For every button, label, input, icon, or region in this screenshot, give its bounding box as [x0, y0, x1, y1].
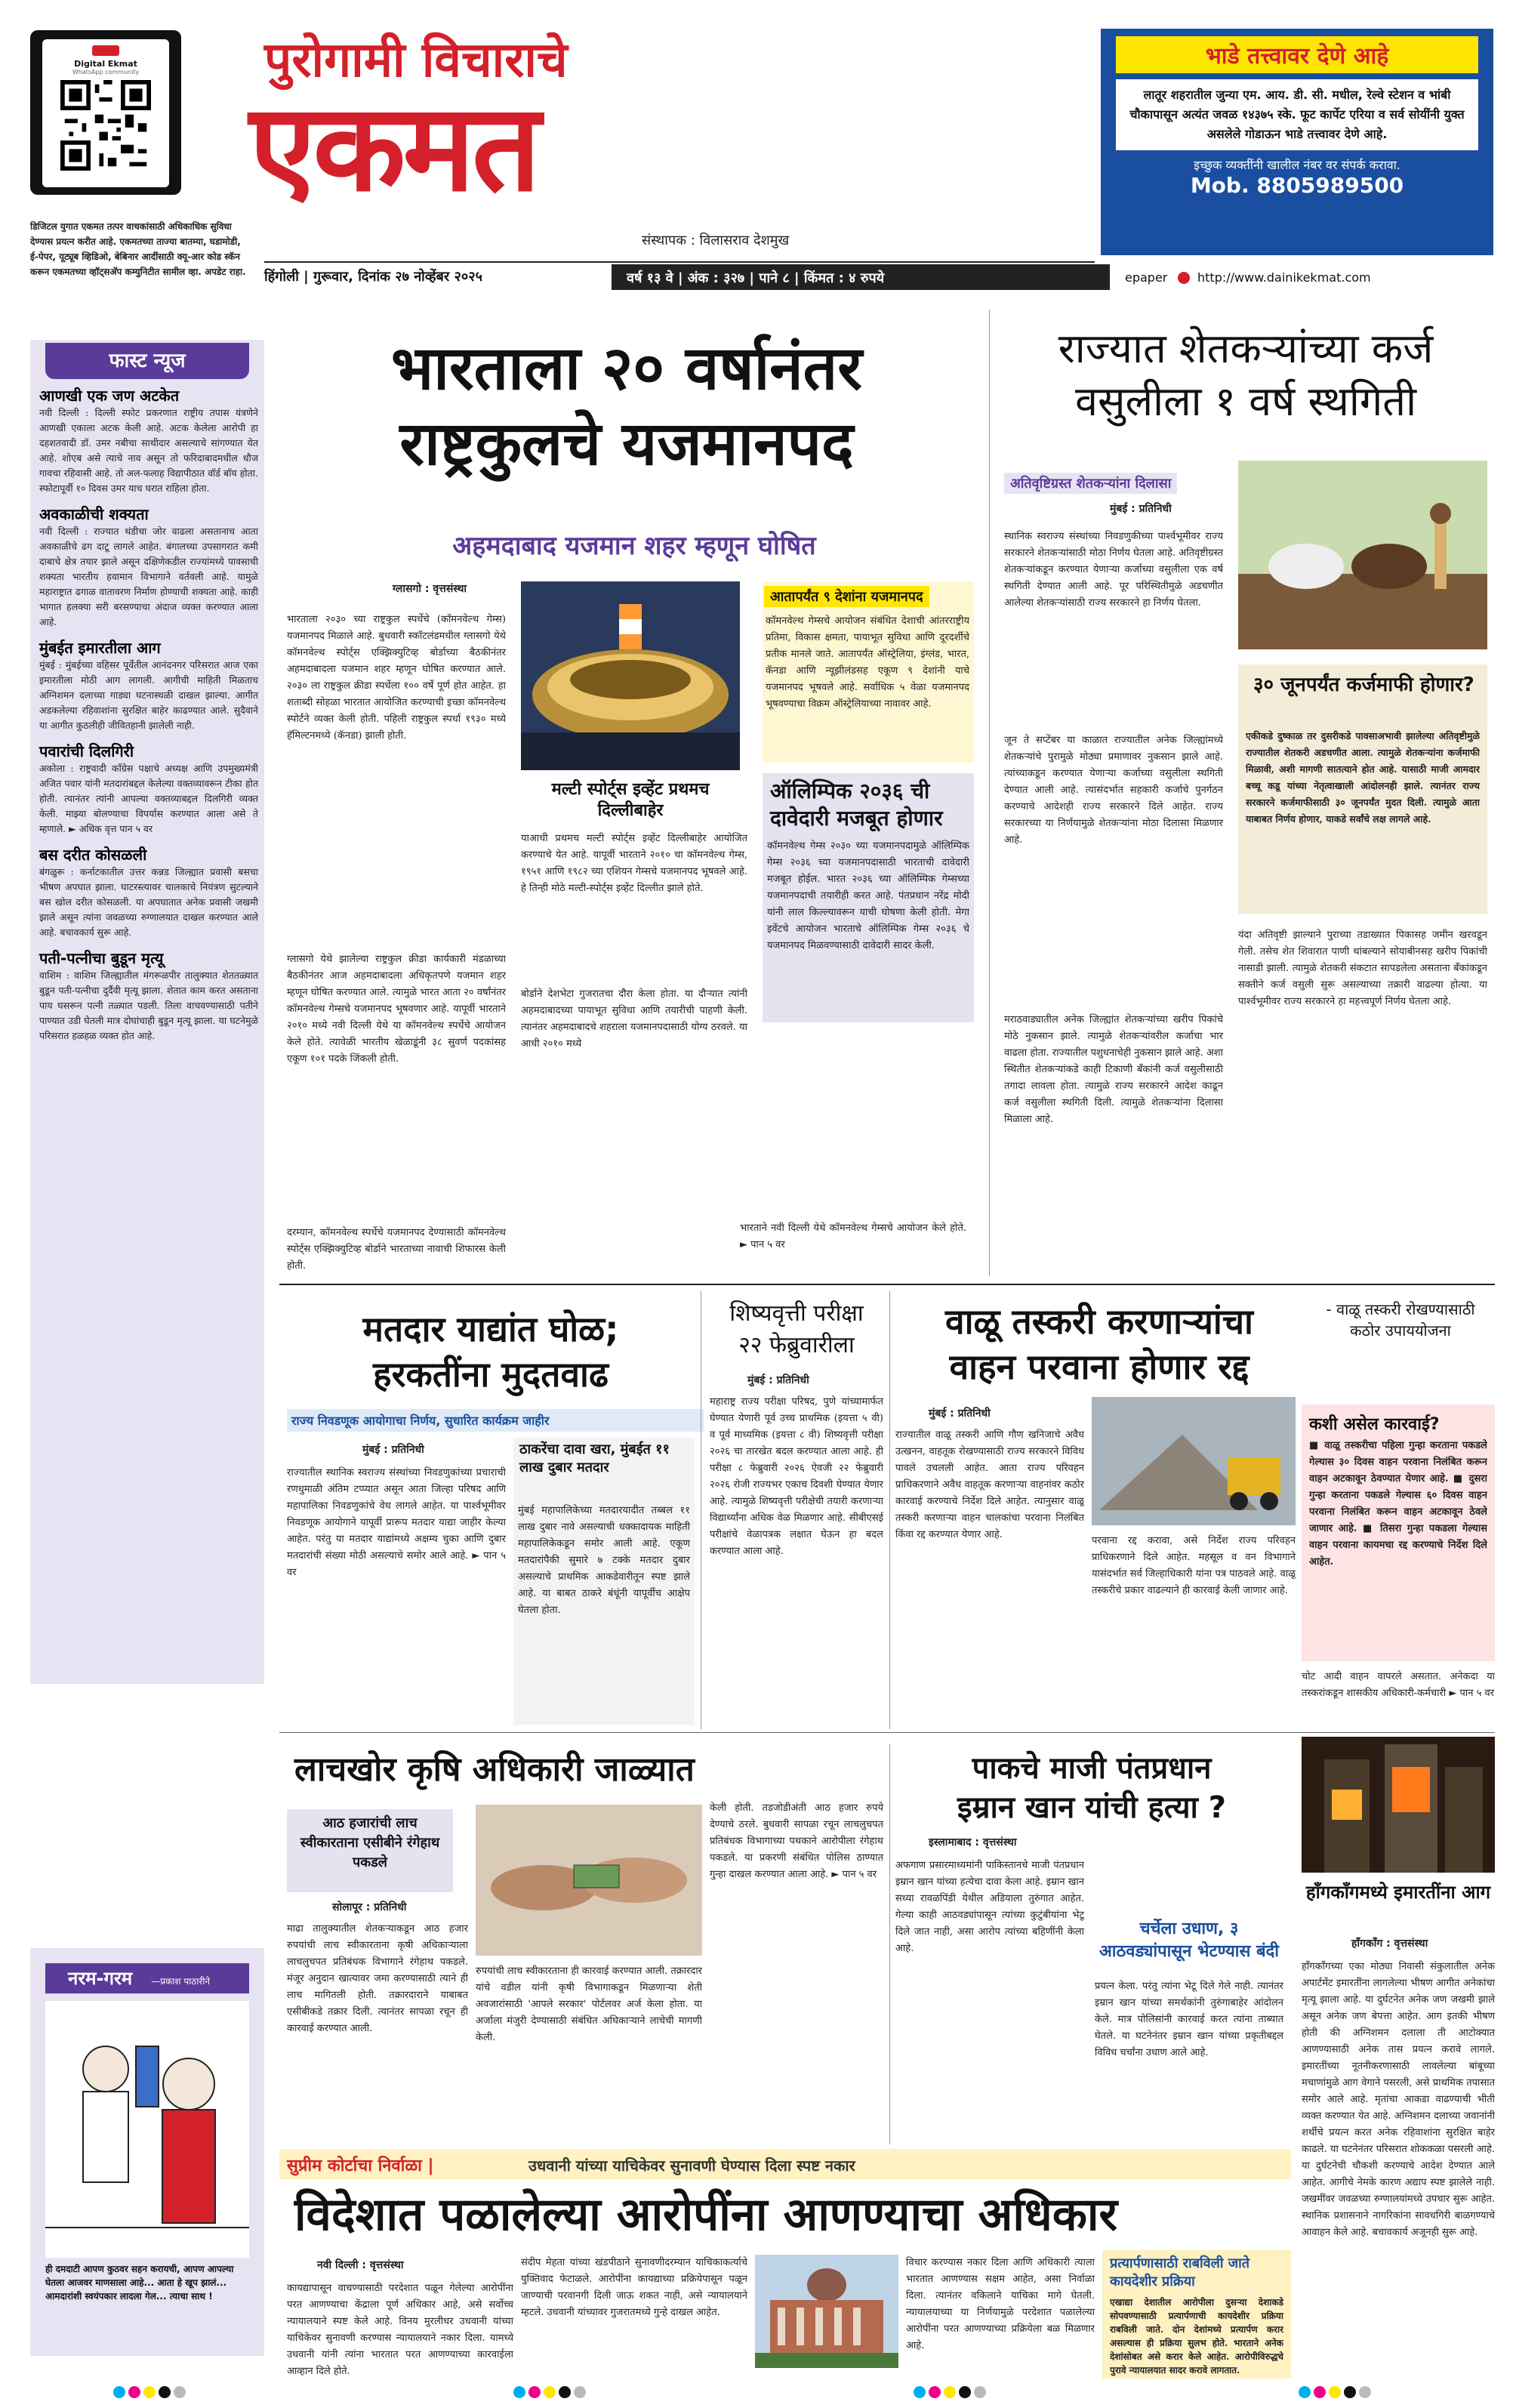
voter-dateline: मुंबई : प्रतिनिधी: [362, 1444, 424, 1456]
registration-marks: [914, 2386, 989, 2401]
sc-body-3: विचार करण्यास नकार दिला आणि अधिकारी त्याला भारतात आणण्यास सक्षम आहेत, असा निर्वाळा दिला. त्यानंतर वकिलाने याचिका मागे घेतली. न्यायालयाच्या या निर्णयामुळे परदेशात पळालेल्या आरोपींना परत आणण्याच्या प्रक्रियेला बळ मिळणार आहे.: [906, 2257, 1095, 2351]
bribe-body-3: केली होती. तडजोडीअंती आठ हजार रुपये देण्याचे ठरले. बुधवारी सापळा रचून लाचलुचपत प्रतिबंधक विभागाच्या पथकाने आरोपीला रंगेहाथ पकडले. या प्रकरणी संबंधित पोलिस ठाण्यात गुन्हा दाखल करण्यात आला आहे. ► पान ५ वर: [710, 1802, 883, 1880]
news-item[interactable]: [39, 385, 258, 496]
epaper-url[interactable]: http://www.dainikekmat.com: [1197, 270, 1371, 285]
sand-headline-1[interactable]: वाळू तस्करी करणाऱ्यांचा: [945, 1301, 1253, 1342]
lead-jump[interactable]: भारताने नवी दिल्ली येथे कॉमनवेल्थ गेम्सचे आयोजन केले होते. ► पान ५ वर: [740, 1222, 966, 1250]
sc-kicker-right: उधवानी यांच्या याचिकेवर सुनावणी घेण्यास दिला स्पष्ट नकार: [528, 2157, 855, 2175]
registration-marks: [113, 2386, 189, 2401]
voter-subheadline: राज्य निवडणूक आयोगाचा निर्णय, सुधारित कार्यक्रम जाहीर: [287, 1409, 704, 1432]
hongkong-dateline: हाँगकाँग : वृत्तसंस्था: [1351, 1938, 1428, 1950]
fast-news-header: [45, 343, 249, 379]
cmyk-dot: [1299, 2386, 1311, 2398]
cmyk-dot: [1359, 2386, 1371, 2398]
cmyk-dot: [914, 2386, 926, 2398]
imran-quote: चर्चेला उधाण, ३ आठवड्यांपासून भेटण्यास बंदी: [1095, 1918, 1283, 1963]
news-headline: अवकाळीची शक्यता: [39, 505, 149, 523]
bribe-body: माढा तालुक्यातील शेतकऱ्याकडून आठ हजार रुपयांची लाच स्वीकारताना कृषी अधिकाऱ्याला लाचलुचपत प्रतिबंधक विभागाने रंगेहाथ पकडले. मंजूर अनुदान खात्यावर जमा करण्यासाठी त्याने ही लाच मागितली होती. तक्रारदाराने याबाबत एसीबीकडे तक्रार दिली. त्यानंतर सापळा रचून ही कारवाई करण्यात आली.: [287, 1923, 468, 2034]
voter-body: राज्यातील स्थानिक स्वराज्य संस्थांच्या निवडणुकांच्या प्रचाराची रणधुमाळी अंतिम टप्प्यात असून आता जिल्हा परिषद आणि महापालिका निवडणुकांचे वेध लागले आहेत. या पार्श्वभूमीवर निवडणूक आयोगाने यापूर्वी प्रारूप मतदार याद्या जाहीर केल्या आहेत. परंतु या मतदार याद्यांमध्ये अक्षम्य चुका आणि दुबार मतदारांची संख्या मोठी असल्याचे समोर आले आहे. ► पान ५ वर: [287, 1467, 506, 1578]
ad-rent-mobile[interactable]: Mob. 8805989500: [1190, 173, 1404, 198]
farm-headline-2[interactable]: वसुलीला १ वर्ष स्थगिती: [1074, 378, 1417, 425]
lead-dateline: ग्लासगो : वृत्तसंस्था: [393, 583, 467, 595]
qr-description: डिजिटल युगात एकमत तत्पर वाचकांसाठी अधिकाधिक सुविधा देण्यास प्रयत्न करीत आहे. एकमतच्या ताज्या बातम्या, घडामोडी, ई-पेपर, यूट्यूब व्हिडिओ, बेबिनार आदींसाठी क्यू-आर कोड स्कॅन करून एकमतच्या व्हॉट्सअ‍ॅप कम्युनिटीत सामील व्हा. अपडेट राहा.: [30, 221, 246, 277]
news-headline: पती-पत्नीचा बुडून मृत्यू: [39, 949, 164, 967]
scholar-dateline: मुंबई : प्रतिनिधी: [747, 1374, 809, 1386]
cmyk-dot: [143, 2386, 156, 2398]
epaper-link-icon: [1178, 272, 1190, 284]
cmyk-dot: [929, 2386, 941, 2398]
cmyk-dot: [1329, 2386, 1341, 2398]
cmyk-dot: [159, 2386, 171, 2398]
news-headline: बस दरीत कोसळली: [39, 846, 147, 864]
farm-tag: अतिवृष्टिग्रस्त शेतकऱ्यांना दिलासा: [1004, 473, 1177, 494]
lead-subheadline: अहमदाबाद यजमान शहर म्हणून घोषित: [452, 531, 816, 561]
cmyk-dot: [128, 2386, 140, 2398]
news-text: नवी दिल्ली : दिल्ली स्फोट प्रकरणात राष्ट्रीय तपास यंत्रणेने आणखी एकाला अटक केली आहे. अटक केलेला आरोपी हा दहशतवादी डॉ. उमर नबीचा साथीदार असल्याचे सांगण्यात येत आहे. शोएब असे त्याचे नाव असून तो फरिदाबादमधील धौज गावचा रहिवासी आहे. तो अल-फलाह विद्यापीठात वॉर्ड बॉय होता. स्फोटापूर्वी १० दिवस उमर याच घरात राहिला होता.: [39, 407, 258, 494]
qr-card: [42, 39, 169, 187]
sand-side-tag: - वाळू तस्करी रोखण्यासाठी कठोर उपाययोजना: [1326, 1300, 1475, 1340]
voter-headline-1[interactable]: मतदार याद्यांत घोळ;: [362, 1309, 619, 1349]
cmyk-dot: [1344, 2386, 1356, 2398]
lead-headline-2[interactable]: राष्ट्रकुलचे यजमानपद: [399, 409, 854, 479]
cmyk-dot: [1314, 2386, 1326, 2398]
cartoon-credit: —प्रकाश पाठारीने: [151, 1976, 211, 1987]
cartoon-drawing: [45, 2001, 249, 2258]
bribe-photo: [476, 1805, 702, 1956]
host-countries-tag: आतापर्यंत ९ देशांना यजमानपद: [764, 586, 929, 607]
cmyk-dot: [959, 2386, 971, 2398]
sc-box-headline: प्रत्यार्पणासाठी राबविली जाते कायदेशीर प्रक्रिया: [1110, 2255, 1250, 2289]
photo-caption-body: याआधी प्रथमच मल्टी स्पोर्ट्स इव्हेंट दिल्लीबाहेर आयोजित करण्याचे येत आहे. यापूर्वी भारताने २०१० चा कॉमनवेल्थ गेम्स, १९५१ आणि १९८२ च्या एशियन गेम्सचे यजमानपद भूषवले आहे. हे तिन्ही मोठे मल्टी-स्पोर्ट्स इव्हेंट दिल्लीत झाले होते.: [521, 833, 747, 894]
voter-box-text: मुंबई महापालिकेच्या मतदारयादीत तब्बल ११ लाख दुबार नावे असल्याची धक्कादायक माहिती महापालिकेकडून समोर आली आहे. एकूण मतदारांपैकी सुमारे ७ टक्के मतदार दुबार असल्याचे प्राथमिक आकडेवारीतून स्पष्ट झाले आहे. या बाबत ठाकरे बंधूंनी यापूर्वीच आक्षेप घेतला होता.: [518, 1505, 690, 1616]
farm-dateline: मुंबई : प्रतिनिधी: [1110, 503, 1172, 515]
sand-dateline: मुंबई : प्रतिनिधी: [929, 1407, 991, 1420]
lead-body-col2: बोर्डाने देशभेटा गुजरातचा दौरा केला होता. या दौऱ्यात त्यांनी अहमदाबादच्या पायाभूत सुविधा आणि तयारीची पाहणी केली. त्यानंतर अहमदाबादचे शहराला यजमानपदासाठी योग्य ठरवले. या आधी २०१० मध्ये: [521, 988, 747, 1050]
news-item[interactable]: [39, 504, 258, 630]
olympic-headline: ऑलिम्पिक २०३६ ची दावेदारी मजबूत होणार: [770, 779, 943, 831]
fast-news-title: फास्ट न्यूज: [109, 350, 186, 372]
epaper-label: epaper: [1125, 270, 1168, 285]
cmyk-dot: [944, 2386, 956, 2398]
hongkong-caption[interactable]: हाँगकाँगमध्ये इमारतींना आग: [1305, 1882, 1491, 1903]
sand-jump[interactable]: चोट आदी वाहन वापरले असतात. अनेकदा या तस्करांकडून शासकीय अधिकारी-कर्मचारी ► पान ५ वर: [1302, 1671, 1495, 1699]
imran-dateline: इस्लामाबाद : वृत्तसंस्था: [929, 1836, 1017, 1848]
registration-marks: [1299, 2386, 1374, 2401]
lead-body-col1: भारताला २०३० च्या राष्ट्रकुल स्पर्धेचे (कॉमनवेल्थ गेम्स) यजमानपद मिळाले आहे. बुधवारी स्कॉटलंडमधील ग्लासगो येथे कॉमनवेल्थ स्पोर्ट्स एक्झिक्युटिव्ह बोर्डाच्या बैठकीनंतर अहमदाबादला यजमान शहर म्हणून घोषित करण्यात आले. २०३० ला राष्ट्रकुल क्रीडा स्पर्धेला १०० वर्षे पूर्ण होत आहेत. हा शताब्दी सोहळा भारतात आयोजित करण्याची इच्छा कॉमनवेल्थ स्पोर्टने व्यक्त केली होती. पहिली राष्ट्रकुल स्पर्धा १९३० मध्ये हॅमिल्टनमध्ये (कॅनडा) झाली होती.: [287, 614, 506, 742]
cmyk-dot: [174, 2386, 186, 2398]
sc-headline[interactable]: विदेशात पळालेल्या आरोपींना आणण्याचा अधिकार: [294, 2188, 1117, 2241]
ad-rent-title: भाडे तत्त्वावर देणे आहे: [1116, 36, 1478, 73]
waiver-text: एकीकडे दुष्काळ तर दुसरीकडे पावसाअभावी झालेल्या अतिवृष्टीमुळे राज्यातील शेतकरी अडचणीत आला. त्यामुळे शेतकऱ्यांना कर्जमाफी मिळावी, अशी मागणी सातत्याने होत आहे. यासाठी माजी आमदार बच्चू कडू यांच्या नेतृत्वाखाली आंदोलनही झाले. त्यानंतर राज्य सरकारने कर्जमाफीसाठी ३० जूनपर्यंत मुदत दिली. त्यामुळे आता याबाबत निर्णय होणार, याकडे सर्वांचे लक्ष लागले आहे.: [1246, 730, 1480, 825]
news-text: अकोला : राष्ट्रवादी काँग्रेस पक्षाचे अध्यक्ष आणि उपमुख्यमंत्री अजित पवार यांनी मतदारांबद्दल केलेल्या वक्तव्यावरून टीका होत होती. त्यानंतर त्यांनी आपल्या वक्तव्याबद्दल दिलगिरी व्यक्त केली. माझ्या बोलण्याचा विपर्यास करण्यात आला असे ते म्हणाले. ► अधिक वृत्त पान ५ वर: [39, 763, 258, 834]
imran-body-2: प्रयत्न केला. परंतु त्यांना भेटू दिले गेले नाही. त्यानंतर इम्रान खान यांच्या समर्थकांनी तुरुंगाबाहेर आंदोलन केले. मात्र पोलिसांनी कारवाई करत त्यांना ताब्यात घेतले. या घटनेनंतर इम्रान खान यांच्या प्रकृतीबद्दल विविध चर्चांना उधाण आले आहे.: [1095, 1981, 1283, 2058]
news-headline: पवारांची दिलगिरी: [39, 742, 134, 760]
masthead-logo: एकमत: [249, 77, 538, 218]
news-text: मुंबई : मुंबईच्या वहिसर पूर्वेतील आनंदनगर परिसरात आज एका इमारतीला मोठी आग लागली. आगीची माहिती मिळताच अग्निशमन दलाच्या गाड्या घटनास्थळी दाखल झाल्या. आगीत अडकलेल्या रहिवाशांना सुरक्षित बाहेर काढण्यात आले. सुदैवाने या आगीत कुठलीही जीवितहानी झालेली नाही.: [39, 659, 258, 731]
photo-caption-head: मल्टी स्पोर्ट्स इव्हेंट प्रथमच दिल्लीबाहेर: [551, 780, 710, 820]
cmyk-dot: [574, 2386, 586, 2398]
section-rule: [279, 1732, 1495, 1733]
masthead-rule-top: [264, 261, 1095, 263]
news-headline: मुंबईत इमारतीला आग: [39, 639, 161, 657]
voter-headline-2[interactable]: हरकतींना मुदतवाढ: [373, 1354, 609, 1395]
col-rule: [889, 1744, 890, 2144]
col-rule: [989, 310, 990, 1276]
lead-body-col1b: ग्लासगो येथे झालेल्या राष्ट्रकुल क्रीडा कार्यकारी मंडळाच्या बैठकीनंतर आज अहमदाबादला अधिकृतपणे यजमान शहर म्हणून घोषित करण्यात आले. त्यामुळे भारत आता २० वर्षांनंतर कॉमनवेल्थ गेम्सचे यजमानपद भूषवणार आहे. यापूर्वी भारताने २०१० मध्ये नवी दिल्ली येथे या कॉमनवेल्थ स्पर्धेचे आयोजन केले होते. त्यावेळी भारतीय खेळाडूंनी ३८ सुवर्ण पदकांसह एकूण १०१ पदके जिंकली होती.: [287, 954, 506, 1065]
masthead-tagline: पुरोगामी विचाराचे: [264, 32, 568, 88]
section-rule: [279, 1284, 1495, 1285]
host-countries-text: कॉमनवेल्थ गेम्सचे आयोजन संबंधित देशाची आंतरराष्ट्रीय प्रतिमा, विकास क्षमता, पायाभूत सुविधा आणि दूरदर्शीचे प्रतीक मानले जाते. आतापर्यंत ऑस्ट्रेलिया, इंग्लंड, भारत, कॅनडा आणि न्यूझीलंडसह एकूण ९ देशांनी याचे यजमानपद भूषवले आहे. सर्वाधिक ५ वेळा यजमानपद भूषवण्याचा विक्रम ऑस्ट्रेलियाच्या नावावर आहे.: [766, 615, 969, 710]
sand-headline-2[interactable]: वाहन परवाना होणार रद्द: [949, 1346, 1249, 1387]
ad-rent[interactable]: [1101, 29, 1493, 255]
registration-marks: [513, 2386, 589, 2401]
sand-action-text: ■ वाळू तस्करीचा पहिला गुन्हा करताना पकडले गेल्यास ३० दिवस वाहन परवाना निलंबित करून वाहन अटकावून ठेवण्यात येणार आहे. ■ दुसरा गुन्हा करताना पकडले गेल्यास ६० दिवस वाहन परवाना निलंबित करून वाहन अटकावून ठेवले जाणार आहे. ■ तिसरा गुन्हा पकडला गेल्यास वाहन परवाना कायमचा रद्द करण्याचे निर्देश दिले आहेत.: [1309, 1440, 1487, 1568]
cmyk-dot: [559, 2386, 571, 2398]
lead-body-col1c: दरम्यान, कॉमनवेल्थ स्पर्धेचे यजमानपद देण्यासाठी कॉमनवेल्थ स्पोर्ट्स एक्झिक्युटिव्ह बोर्डाने भारताच्या नावाची शिफारस केली होती.: [287, 1227, 506, 1272]
cartoon-title-bar: [45, 1963, 249, 1993]
stadium-photo: [521, 581, 740, 770]
masthead-founder: संस्थापक : विलासराव देशमुख: [642, 233, 790, 248]
sc-body-2: संदीप मेहता यांच्या खंडपीठाने सुनावणीदरम्यान याचिकाकर्त्याचे युक्तिवाद फेटाळले. आरोपींना कायद्याच्या प्रक्रियेपासून पळून जाण्याची परवानगी दिली जाऊ शकत नाही, असे न्यायालयाने म्हटले. उधवानी यांच्यावर गुजरातमध्ये गुन्हे दाखल आहेत.: [521, 2257, 747, 2318]
bribe-body-2: रुपयांची लाच स्वीकारताना ही कारवाई करण्यात आली. तक्रारदार यांचे वडील यांनी कृषी विभागाकडून मिळणाऱ्या शेती अवजारांसाठी 'आपले सरकार' पोर्टलवर अर्ज केला होता. या अर्जाला मंजुरी देण्यासाठी संबंधित अधिकाऱ्याने लाचेची मागणी केली.: [476, 1966, 702, 2043]
farm-body-2: जून ते सप्टेंबर या काळात राज्यातील अनेक जिल्ह्यांमध्ये शेतकऱ्यांचे पुरामुळे मोठ्या प्रमाणावर नुकसान झाले आहे. त्यांच्याकडून करण्यात येणाऱ्या कर्जाच्या वसुलीला स्थगिती देण्यात आली आहे. त्यासंदर्भात सहकारी कर्जाचे पुनर्गठन करण्याचे आदेशही राज्य सरकारने दिले आहेत. राज्य सरकारच्या या निर्णयामुळे शेतकऱ्यांना मोठा दिलासा मिळणार आहे.: [1004, 735, 1223, 846]
sand-action-headline: कशी असेल कारवाई?: [1309, 1415, 1440, 1434]
farm-body-1: स्थानिक स्वराज्य संस्थांच्या निवडणुकीच्या पार्श्वभूमीवर राज्य सरकारने शेतकऱ्यांसाठी मोठा निर्णय घेतला आहे. अतिवृष्टीग्रस्त शेतकऱ्यांकडून करण्यात येणाऱ्या कर्जाच्या वसुलीला एक वर्ष स्थगिती देण्यात आली आहे. पूर परिस्थितीमुळे अडचणीत आलेल्या शेतकऱ्यांसाठी राज्य सरकारने हा निर्णय घेतला.: [1004, 531, 1223, 609]
qr-code-icon[interactable]: [60, 80, 151, 171]
scholar-headline-2[interactable]: २२ फेब्रुवारीला: [738, 1332, 855, 1358]
masthead-date: हिंगोली | गुरूवार, दिनांक २७ नोव्हेंबर २०२५: [264, 269, 482, 285]
scholar-headline-1[interactable]: शिष्यवृत्ती परीक्षा: [729, 1300, 864, 1327]
farm-body-4: यंदा अतिवृष्टी झाल्याने पुराच्या तडाख्यात पिकासह जमीन खरवडून गेली. तसेच शेत शिवारात पाणी थांबल्याने सोयाबीनसह खरीप पिकांची नासाडी झाली. त्यामुळे शेतकरी संकटात सापडलेला असताना बँकांकडून सक्तीने कर्ज वसुली सुरू असल्याच्या तक्रारी वाढल्या होत्या. या पार्श्वभूमीवर राज्य सरकारने हा महत्त्वपूर्ण निर्णय घेतला आहे.: [1238, 930, 1487, 1007]
imran-headline-1[interactable]: पाकचे माजी पंतप्रधान: [972, 1751, 1212, 1786]
sc-dateline: नवी दिल्ली : वृत्तसंस्था: [317, 2259, 404, 2271]
cartoon-title: नरम-गरम: [68, 1968, 133, 1989]
news-item[interactable]: [39, 741, 258, 837]
qr-label: Digital Ekmat: [74, 59, 137, 69]
supreme-court-photo: [755, 2255, 898, 2368]
cmyk-dot: [113, 2386, 125, 2398]
farm-body-3: मराठवाड्यातील अनेक जिल्ह्यांत शेतकऱ्यांच्या खरीप पिकांचे मोठे नुकसान झाले. त्यामुळे शेतकऱ्यांवरील कर्जाचा भार वाढला होता. राज्यातील पशुधनाचेही नुकसान झाले आहे. अशा स्थितीत शेतकऱ्यांकडे काही टिकाणी बँकांनी कर्ज वसुलीसाठी तगादा लावला होता. त्यामुळे राज्य सरकारने आदेश काढून कर्ज वसुलीला स्थगिती दिली. त्यामुळे शेतकऱ्यांना दिलासा मिळाला आहे.: [1004, 1014, 1223, 1125]
news-headline: आणखी एक जण अटकेत: [39, 387, 180, 405]
imran-body: अफगाण प्रसारमाध्यमांनी पाकिस्तानचे माजी पंतप्रधान इम्रान खान यांच्या हत्येचा दावा केला आहे. इम्रान खान सध्या रावळपिंडी येथील अडियाला तुरुंगात आहेत. गेल्या काही आठवड्यांपासून त्यांच्या कुटुंबीयांना भेटू दिले जात नाही, असा आरोप त्यांच्या बहिणींनी केला आहे.: [895, 1860, 1084, 1954]
waiver-headline: ३० जूनपर्यंत कर्जमाफी होणार?: [1253, 674, 1474, 696]
col-rule: [889, 1291, 890, 1729]
news-text: बंगळुरू : कर्नाटकातील उत्तर कन्नड जिल्ह्यात प्रवासी बसचा भीषण अपघात झाला. घाटरस्त्यावर चालकाचे नियंत्रण सुटल्याने बस खोल दरीत कोसळली. या अपघातात अनेक प्रवासी जखमी झाले असून त्यांना जवळच्या रुग्णालयात दाखल करण्यात आले आहे. बचावकार्य सुरू आहे.: [39, 866, 258, 938]
cmyk-dot: [544, 2386, 556, 2398]
cartoon-caption: ही दमदाटी आपण कुठवर सहन करायची, आपण आपल्या घेतला आजवर माणसाला आहे... आता हे खूप झालं... आमदारांशी स्वयंपकार लादला गेल... त्याचा साथ !: [45, 2264, 234, 2302]
news-text: वाशिम : वाशिम जिल्ह्यातील मंगरूळपीर तालुक्यात शेततळ्यात बुडून पती-पत्नीचा दुर्दैवी मृत्यू झाला. शेतात काम करत असताना पाय घसरून पत्नी तळ्यात पडली. तिला वाचवण्यासाठी पतीने पाण्यात उडी घेतली मात्र दोघांचाही बुडून मृत्यू झाला. या घटनेमुळे परिसरात हळहळ व्यक्त होत आहे.: [39, 970, 258, 1041]
news-item[interactable]: [39, 637, 258, 733]
olympic-text: कॉमनवेल्थ गेम्स २०३० च्या यजमानपदामुळे ऑलिम्पिक गेम्स २०३६ च्या यजमानपदासाठी भारताची दावेदारी मजबूत होईल. भारत २०३६ च्या ऑलिम्पिक गेम्सच्या यजमानपदाची तयारीही करत आहे. पंतप्रधान नरेंद्र मोदी यांनी लाल किल्ल्यावरून याची घोषणा केली होती. मेगा इवेंटचे आयोजन भारताचे ऑलिम्पिक गेम्स २०३६ चे यजमानपद मिळवण्यासाठी दावेदारी सादर केली.: [767, 840, 969, 951]
fast-news-list: [39, 385, 258, 1051]
scholar-body: महाराष्ट्र राज्य परीक्षा परिषद, पुणे यांच्यामार्फत घेण्यात येणारी पूर्व उच्च प्राथमिक (इयत्ता ५ वी) व पूर्व माध्यमिक (इयत्ता ८ वी) शिष्यवृत्ती परीक्षा २०२६ चा तारखेत बदल करण्यात आला आहे. ही परीक्षा ८ फेब्रुवारी २०२६ ऐवजी २२ फेब्रुवारी २०२६ रोजी राज्यभर एकाच दिवशी घेण्यात येणार आहे. त्यामुळे शिष्यवृत्ती परीक्षेची तयारी करणाऱ्या विद्यार्थ्यांना अधिक वेळ मिळणार आहे. सीबीएसई परीक्षांचे वेळापत्रक लक्षात घेऊन हा बदल करण्यात आला आहे.: [710, 1396, 883, 1557]
sand-body-2: परवाना रद्द करावा, असे निर्देश राज्य परिवहन प्राधिकरणाने दिले आहेत. महसूल व वन विभागाने यासंदर्भात सर्व जिल्हाधिकारी यांना पत्र पाठवले आहे. वाळू तस्करीचे प्रकार वाढल्याने ही कारवाई केली जाणार आहे.: [1092, 1535, 1296, 1596]
bribe-headline[interactable]: लाचखोर कृषि अधिकारी जाळ्यात: [294, 1750, 695, 1789]
ekmat-mini-logo: [92, 45, 119, 56]
cmyk-dot: [974, 2386, 986, 2398]
farmer-photo: [1238, 461, 1487, 649]
hongkong-fire-photo: [1302, 1737, 1495, 1873]
hongkong-body: हाँगकाँगच्या एका मोठ्या निवासी संकुलातील अनेक अपार्टमेंट इमारतींना लागलेल्या भीषण आगीत अनेकांचा मृत्यू झाला आहे. या दुर्घटनेत अनेक जण जखमी झाले असून अनेक जण बेपत्ता आहेत. आग इतकी भीषण होती की अग्निशमन दलाला ती आटोक्यात आणण्यासाठी अनेक तास प्रयत्न करावे लागले. इमारतींच्या नूतनीकरणासाठी लावलेल्या बांबूच्या मचाणांमुळे आग वेगाने पसरली, असे प्राथमिक तपासात समोर आले आहे. मृतांचा आकडा वाढण्याची भीती व्यक्त करण्यात येत आहे. अग्निशमन दलाच्या जवानांनी शर्थीचे प्रयत्न करत अनेक रहिवाशांना सुरक्षित बाहेर काढले. या घटनेनंतर परिसरात शोककळा पसरली आहे. या दुर्घटनेची चौकशी करण्याचे आदेश देण्यात आले आहेत. आगीचे नेमके कारण अद्याप स्पष्ट झालेले नाही. जखमींवर जवळच्या रुग्णालयांमध्ये उपचार सुरू आहेत. स्थानिक प्रशासनाने नागरिकांना सावधगिरी बाळगण्याचे आवाहन केले आहे. बचावकार्य अजूनही सुरू आहे.: [1302, 1961, 1495, 2238]
cmyk-dot: [513, 2386, 525, 2398]
sc-body-1: कायद्यापासून वाचण्यासाठी परदेशात पळून गेलेल्या आरोपींना परत आणण्याचा केंद्राला पूर्ण अधिकार आहे, असे सर्वोच्च न्यायालयाने स्पष्ट केले आहे. विनय मुरलीधर उधवानी यांच्या याचिकेवर सुनावणी करण्यास न्यायालयाने नकार दिला. यामध्ये उधवानी यांनी त्यांना भारतात परत आणण्याच्या कारवाईला आव्हान दिले होते.: [287, 2283, 513, 2377]
farm-headline-1[interactable]: राज्यात शेतकऱ्यांच्या कर्ज: [1058, 325, 1434, 372]
news-text: नवी दिल्ली : राज्यात थंडीचा जोर वाढला असतानाच आता अवकाळीचे ढग दाटू लागले आहेत. बंगालच्या उपसागरात कमी दाबाचे क्षेत्र तयार झाले असून दक्षिणेकडील राज्यांमध्ये पावसाची शक्यता भारतीय हवामान विभागाने वर्तवली आहे. यामुळे महाराष्ट्रात ढगाळ वातावरण निर्माण होण्याची शक्यता आहे. काही भागात हलक्या सरी बरसण्याचा अंदाज व्यक्त करण्यात आला आहे.: [39, 526, 258, 627]
news-item[interactable]: [39, 948, 258, 1044]
sand-body: राज्यातील वाळू तस्करी आणि गौण खनिजाचे अवैध उत्खनन, वाहतूक रोखण्यासाठी राज्य सरकारने विविध पावले उचलली आहेत. आता राज्य परिवहन प्राधिकरणाने अवैध वाहतूक करणाऱ्या वाहनांवर कठोर कारवाई करण्याचे निर्देश दिले आहेत. त्यानुसार वाळू तस्करी करणाऱ्या वाहन चालकांचा परवाना निलंबित किंवा रद्द करण्यात येणार आहे.: [895, 1429, 1084, 1540]
cmyk-dot: [528, 2386, 541, 2398]
ad-rent-body: लातूर शहरातील जुन्या एम. आय. डी. सी. मधील, रेल्वे स्टेशन व भांबी चौकापासून अत्यंत जवळ १४३७५ स्के. फूट कार्पेट एरिया व सर्व सोयींनी युक्त असलेले गोडाऊन भाडे तत्त्वावर देणे आहे.: [1116, 79, 1478, 150]
sc-box-text: एखाद्या देशातील आरोपीला दुसऱ्या देशाकडे सोपवण्यासाठी प्रत्यार्पणाची कायदेशीर प्रक्रिया राबविली जाते. दोन देशांमध्ये प्रत्यार्पण करार असल्यास ही प्रक्रिया सुलभ होते. भारताने अनेक देशांसोबत असे करार केले आहेत. आरोपीविरुद्धचे पुरावे न्यायालयात सादर करावे लागतात.: [1110, 2297, 1283, 2376]
ad-rent-contact: इच्छुक व्यक्तींनी खालील नंबर वर संपर्क करावा.: [1194, 158, 1400, 172]
bribe-box-headline: आठ हजारांची लाच स्वीकारताना एसीबीने रंगेहाथ पकडले: [300, 1815, 440, 1870]
sc-kicker-left: सुप्रीम कोर्टाचा निर्वाळा |: [287, 2157, 434, 2175]
masthead-issue-text: वर्ष १३ वे | अंक : ३२७ | पाने ८ | किंमत : ४ रुपये: [627, 270, 885, 286]
qr-sub: WhatsApp community: [72, 69, 140, 76]
lead-headline-1[interactable]: भारताला २० वर्षानंतर: [390, 333, 863, 403]
voter-box-headline: ठाकरेंचा दावा खरा, मुंबईत ११ लाख दुबार मतदार: [519, 1441, 670, 1475]
news-item[interactable]: [39, 844, 258, 940]
imran-headline-2[interactable]: इम्रान खान यांची हत्या ?: [957, 1790, 1227, 1825]
bribe-dateline: सोलापूर : प्रतिनिधी: [332, 1901, 407, 1913]
sand-photo: [1092, 1397, 1296, 1525]
